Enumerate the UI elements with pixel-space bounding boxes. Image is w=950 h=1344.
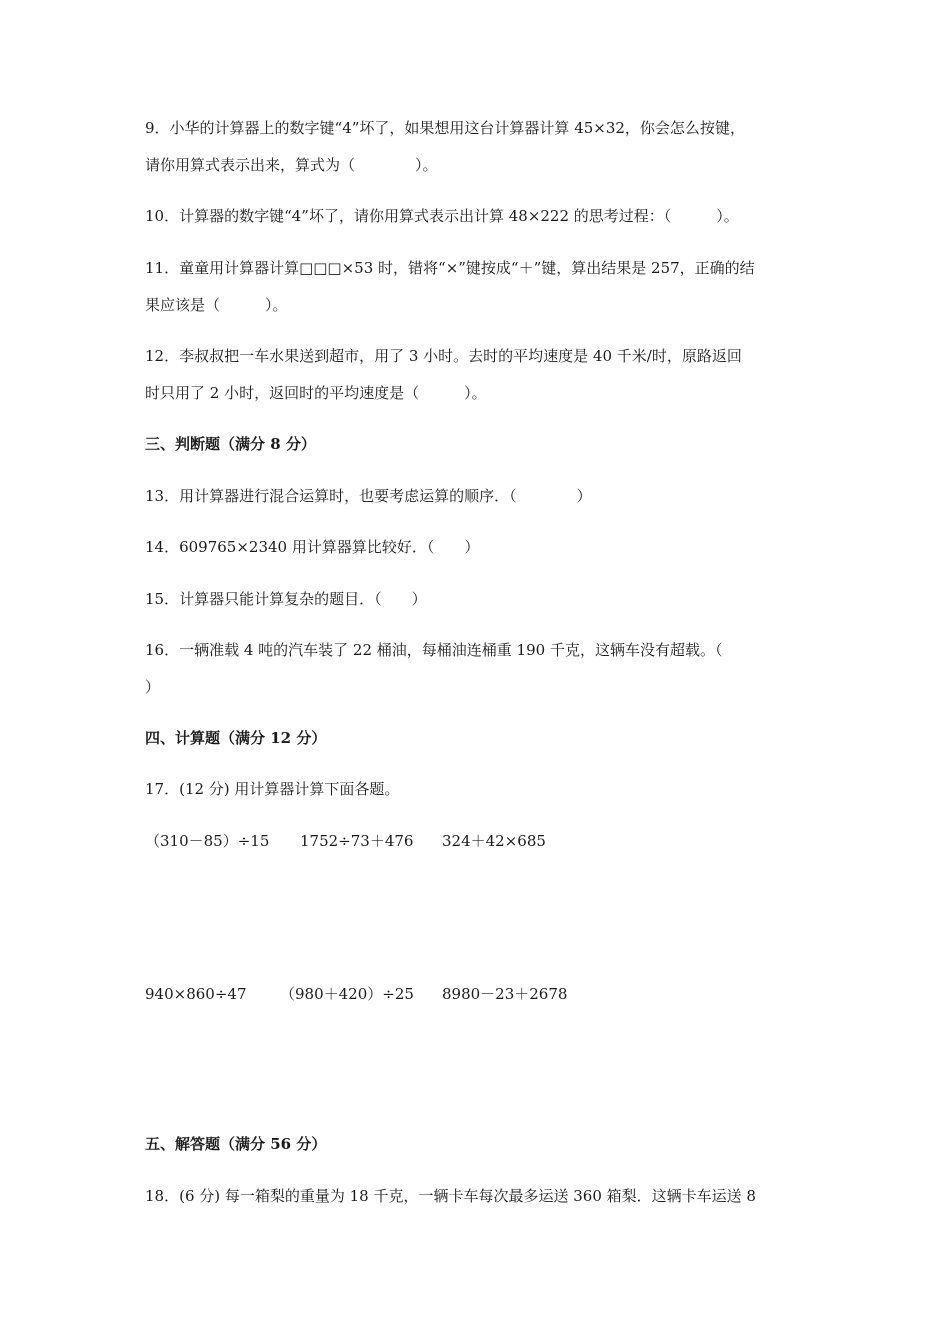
question-12-line-2: 时只用了 2 小时，返回时的平均速度是（ ）。	[145, 384, 487, 402]
calc-expression-1: （310－85）÷15	[145, 832, 270, 850]
question-15-line-1: 15．计算器只能计算复杂的题目．（ ）	[145, 590, 427, 608]
question-16-line-1: 16．一辆准载 4 吨的汽车装了 22 桶油，每桶油连桶重 190 千克，这辆车没有超载。（	[145, 641, 723, 659]
section-4-heading: 四、计算题（满分 12 分）	[145, 729, 327, 747]
question-9-line-1: 9．小华的计算器上的数字键“4”坏了，如果想用这台计算器计算 45×32，你会怎么按键，	[145, 119, 745, 137]
section-5-heading: 五、解答题（满分 56 分）	[145, 1135, 327, 1153]
calc-expression-6: 8980－23＋2678	[442, 985, 568, 1003]
question-11-line-1: 11．童童用计算器计算□□□×53 时，错将“×”键按成“＋”键，算出结果是 257，正确的结	[145, 259, 755, 277]
question-13-line-1: 13．用计算器进行混合运算时，也要考虑运算的顺序．（ ）	[145, 487, 592, 505]
calc-expression-4: 940×860÷47	[145, 985, 247, 1003]
question-18-line-1: 18．(6 分) 每一箱梨的重量为 18 千克，一辆卡车每次最多运送 360 箱梨．这辆卡车运送 8	[145, 1187, 756, 1205]
section-3-heading: 三、判断题（满分 8 分）	[145, 435, 316, 453]
question-12-line-1: 12．李叔叔把一车水果送到超市，用了 3 小时。去时的平均速度是 40 千米/时，原路返回	[145, 347, 742, 365]
question-17-line-1: 17．(12 分) 用计算器计算下面各题。	[145, 780, 400, 798]
calc-expression-3: 324＋42×685	[442, 832, 546, 850]
question-14-line-1: 14．609765×2340 用计算器算比较好．（ ）	[145, 538, 480, 556]
calc-expression-5: （980＋420）÷25	[280, 985, 414, 1003]
question-10-line-1: 10．计算器的数字键“4”坏了，请你用算式表示出计算 48×222 的思考过程：（ ）。	[145, 207, 739, 225]
question-16-line-2: ）	[145, 678, 161, 696]
question-11-line-2: 果应该是（ ）。	[145, 296, 288, 314]
calc-expression-2: 1752÷73＋476	[300, 832, 414, 850]
question-9-line-2: 请你用算式表示出来，算式为（ ）。	[145, 156, 438, 174]
